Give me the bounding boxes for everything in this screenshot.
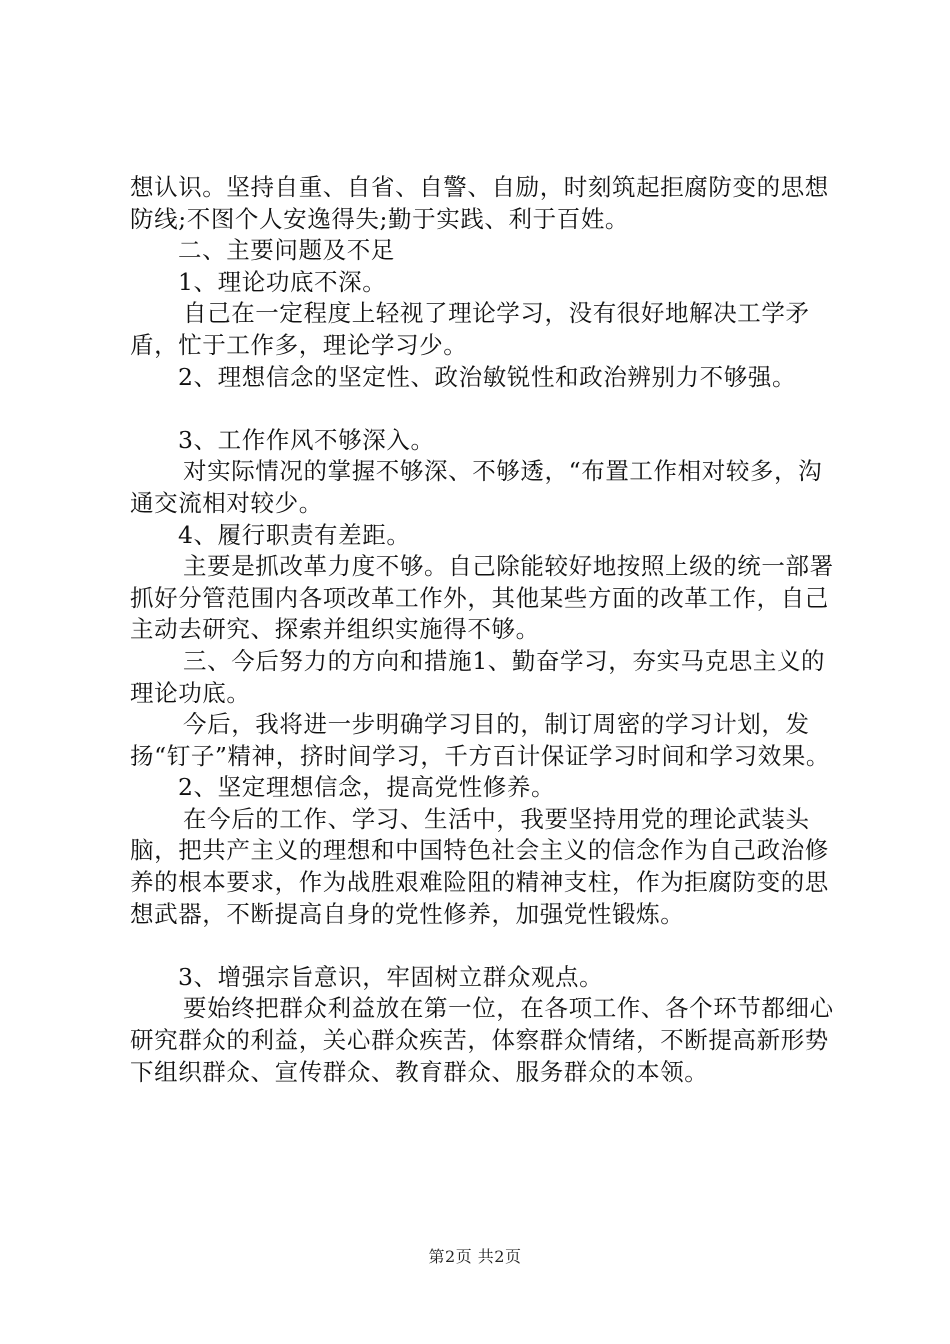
section-heading: 三、今后努力的方向和措施1、勤奋学习，夯实马克思主义的理论功底。 [130,646,826,707]
paragraph: 自己在一定程度上轻视了理论学习，没有很好地解决工学矛盾，忙于工作多，理论学习少。 [130,299,810,359]
paragraph: 想认识。坚持自重、自省、自警、自励，时刻筑起拒腐防变的思想防线;不图个人安逸得失;勤于实践、利于百姓。 [130,173,829,233]
paragraph: 对实际情况的掌握不够深、不够透，“布置工作相对较多，沟通交流相对较少。 [130,457,823,517]
subsection-heading: 4、履行职责有差距。 [178,520,411,549]
paragraph: 在今后的工作、学习、生活中，我要坚持用党的理论武装头脑，把共产主义的理想和中国特色社会主义的信念作为自己政治修养的根本要求，作为战胜艰难险阻的精神支柱，作为拒腐防变的思想武器，不断提高自身的党性修养，加强党性锻炼。 [130,804,829,928]
subsection-heading: 3、工作作风不够深入。 [178,425,435,454]
subsection-heading: 2、理想信念的坚定性、政治敏锐性和政治辨别力不够强。 [178,362,797,391]
paragraph: 主要是抓改革力度不够。自己除能较好地按照上级的统一部署抓好分管范围内各项改革工作外，其他某些方面的改革工作，自己主动去研究、探索并组织实施得不够。 [130,552,834,644]
subsection-heading: 1、理论功底不深。 [178,267,387,296]
paragraph: 今后，我将进一步明确学习目的，制订周密的学习计划，发扬“钉子”精神，挤时间学习，千方百计保证学习时间和学习效果。 [130,710,831,770]
section-heading: 二、主要问题及不足 [178,236,395,265]
document-body [130,172,835,1088]
paragraph: 要始终把群众利益放在第一位，在各项工作、各个环节都细心研究群众的利益，关心群众疾苦，体察群众情绪，不断提高新形势下组织群众、宣传群众、教育群众、服务群众的本领。 [130,994,834,1086]
subsection-heading: 3、增强宗旨意识，牢固树立群众观点。 [178,962,604,991]
subsection-heading: 2、坚定理想信念，提高党性修养。 [178,773,556,802]
page-number-footer: 第2页 共2页 [428,1247,522,1266]
